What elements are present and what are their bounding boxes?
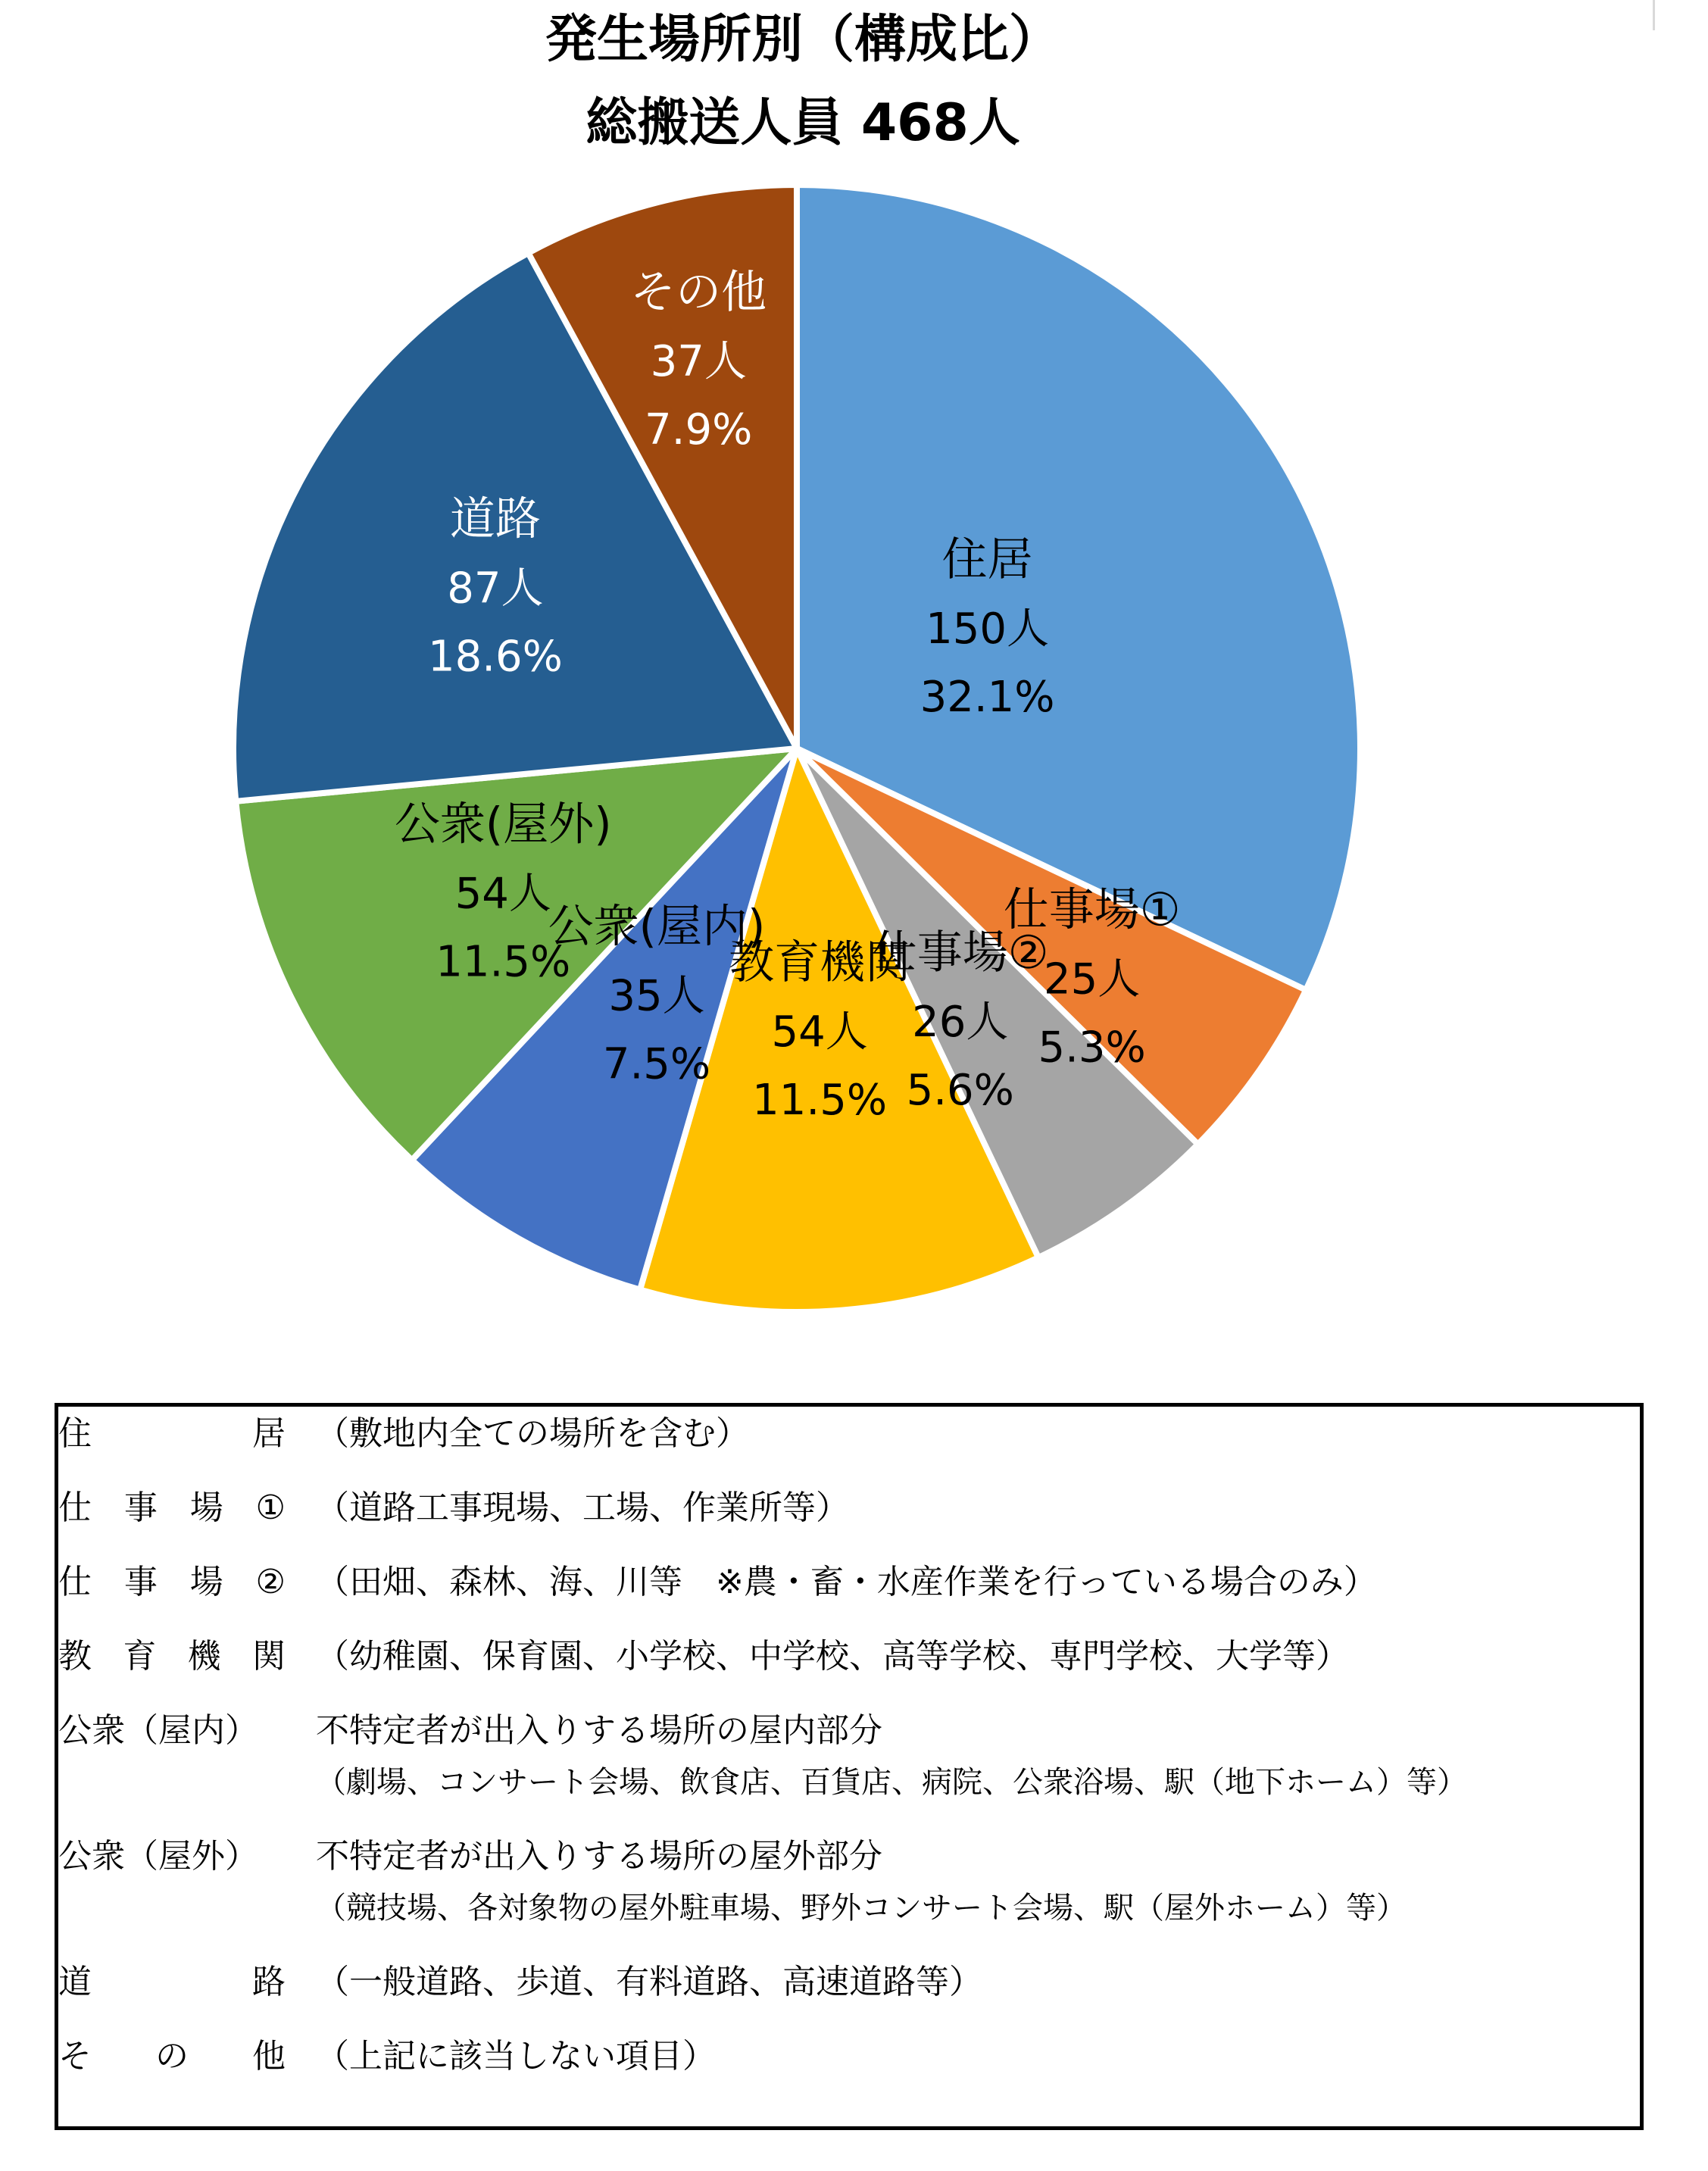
chart-title: 発生場所別（構成比）	[545, 10, 1060, 70]
slice-label: その他	[630, 266, 767, 320]
legend-box	[55, 1403, 1644, 2130]
slice-percent-label: 11.5%	[752, 1076, 888, 1126]
slice-count-label: 26人	[912, 998, 1009, 1048]
slice-percent-label: 18.6%	[427, 632, 563, 682]
legend-description: 不特定者が出入りする場所の屋外部分	[316, 1837, 882, 1876]
legend-sub-description: （競技場、各対象物の屋外駐車場、野外コンサート会場、駅（屋外ホーム）等）	[316, 1891, 1407, 1926]
legend-description: 不特定者が出入りする場所の屋内部分	[316, 1711, 882, 1750]
legend-description: （敷地内全ての場所を含む）	[316, 1414, 749, 1453]
slice-count-label: 35人	[608, 971, 705, 1021]
slice-label: 公衆(屋内)	[548, 900, 766, 954]
slice-count-label: 37人	[650, 337, 747, 387]
legend-term: 公衆（屋内）	[58, 1711, 258, 1750]
slice-label: 仕事場②	[871, 926, 1049, 980]
legend-term: 仕 事 場 ①	[58, 1488, 286, 1527]
slice-label: 道路	[449, 492, 541, 546]
pie-slices	[233, 185, 1360, 1312]
slice-percent-label: 5.3%	[1038, 1023, 1146, 1073]
slice-label: 教育機関	[729, 936, 911, 990]
slice-count-label: 25人	[1044, 954, 1141, 1004]
slice-percent-label: 11.5%	[436, 937, 571, 987]
legend-term: 仕 事 場 ②	[58, 1563, 286, 1601]
legend-term: 道 路	[58, 1963, 286, 2001]
legend-sub-description: （劇場、コンサート会場、飲食店、百貨店、病院、公衆浴場、駅（地下ホーム）等）	[316, 1765, 1467, 1800]
legend-description: （道路工事現場、工場、作業所等）	[316, 1488, 849, 1527]
slice-percent-label: 32.1%	[920, 672, 1055, 722]
slice-label: 公衆(屋外)	[394, 798, 612, 851]
slice-label: 仕事場①	[1003, 883, 1181, 937]
legend-term: そ の 他	[58, 2037, 286, 2076]
legend-description: （一般道路、歩道、有料道路、高速道路等）	[316, 1963, 982, 2001]
slice-count-label: 54人	[771, 1007, 868, 1057]
slice-label: 住居	[941, 533, 1033, 586]
slice-percent-label: 7.9%	[645, 405, 753, 455]
legend-description: （上記に該当しない項目）	[316, 2037, 716, 2076]
chart-subtitle: 総搬送人員 468人	[585, 93, 1020, 153]
slice-count-label: 150人	[926, 604, 1049, 654]
slice-percent-label: 5.6%	[906, 1066, 1014, 1116]
slice-count-label: 54人	[454, 869, 551, 919]
slice-percent-label: 7.5%	[602, 1039, 711, 1089]
slice-count-label: 87人	[447, 564, 544, 614]
legend-term: 住 居	[58, 1414, 286, 1453]
legend-description: （幼稚園、保育園、小学校、中学校、高等学校、専門学校、大学等）	[316, 1637, 1349, 1676]
legend-description: （田畑、森林、海、川等 ※農・畜・水産作業を行っている場合のみ）	[316, 1563, 1377, 1601]
legend-term: 教 育 機 関	[58, 1637, 286, 1676]
legend-term: 公衆（屋外）	[58, 1837, 258, 1876]
